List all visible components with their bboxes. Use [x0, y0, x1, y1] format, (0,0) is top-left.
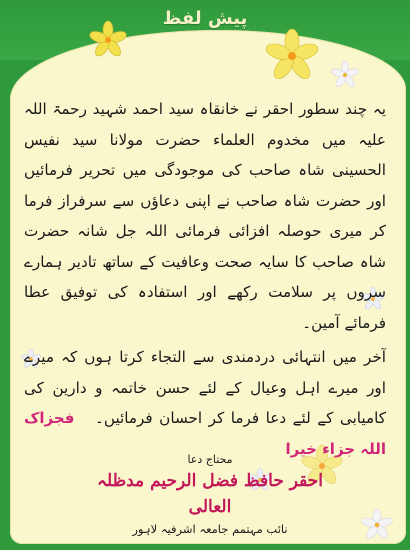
muhtaj-label: محتاج دعا: [187, 453, 233, 466]
paragraph-intro: یہ چند سطور احقر نے خانقاہ سید احمد شہید رحمۃ اللہ علیہ میں مخدوم العلماء حضرت مولانا سید نفیس الحسینی شاہ صاحب کی موجودگی میں تحریر فرمائیں اور حضرت شاہ صاحب نے اپنی دعاؤں سے سرفراز فرما کر میری حوصلہ افزائی فرمائی اللہ جل شانہ حضرت شاہ صاحب کا سایہ صحت وعافیت کے ساتھ تادیر ہمارے سروں پر سلامت رکھے اور استفادہ کی توفیق عطا فرمائے آمین۔: [24, 100, 386, 332]
white-flower-icon: [360, 508, 394, 542]
yellow-flower-icon: [88, 20, 128, 60]
body-text: [24, 94, 386, 464]
author-designation: نائب مہتمم جامعہ اشرفیہ لاہور: [132, 522, 288, 536]
paragraph-request-text: آخر میں انتہائی دردمندی سے التجاء کرتا ہوں کہ میرے اور میرے اہل وعیال کے لئے حسن خاتمہ و دارین کی کامیابی کے لئے دعا فرما کر احسان فرمائیں۔: [24, 348, 386, 427]
author-name: احقر حافظ فضل الرحیم مدظلہ العالی: [97, 471, 323, 517]
paragraph-request: [24, 342, 386, 464]
dua-phrase: فجزاک اللہ جزاء خیرا: [24, 409, 386, 458]
yellow-flower-icon: [264, 28, 320, 84]
page-title: پیش لفظ: [162, 8, 248, 29]
signature-block: [80, 452, 340, 538]
white-flower-icon: [330, 60, 360, 90]
